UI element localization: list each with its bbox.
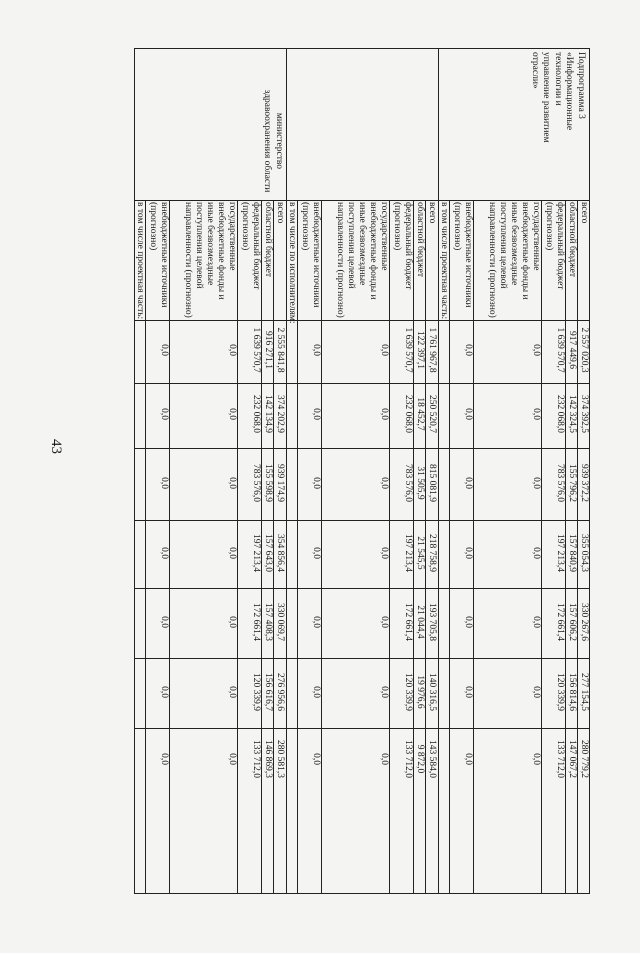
value-cell: 0,0 bbox=[159, 616, 169, 628]
value-cell: 0,0 bbox=[531, 753, 541, 765]
value-cell: 0,0 bbox=[379, 408, 389, 420]
value-cell: 157 840,9 bbox=[567, 534, 577, 572]
value-cell: 157 606,2 bbox=[567, 603, 577, 641]
value-cell: 172 661,4 bbox=[555, 603, 565, 641]
value-cell: 9 872,0 bbox=[415, 744, 425, 774]
row-label: федеральный бюджет (прогнозно) bbox=[392, 202, 413, 290]
value-cell: 330 069,7 bbox=[275, 603, 285, 641]
value-cell: 0,0 bbox=[379, 477, 389, 489]
value-cell: 0,0 bbox=[227, 616, 237, 628]
value-cell: 157 408,3 bbox=[263, 603, 273, 641]
value-cell: 280 581,3 bbox=[275, 740, 285, 778]
value-cell: 0,0 bbox=[531, 547, 541, 559]
value-cell: 0,0 bbox=[463, 753, 473, 765]
budget-table bbox=[0, 48, 590, 953]
value-cell: 0,0 bbox=[311, 344, 321, 356]
value-cell: 18 452,7 bbox=[415, 397, 425, 431]
value-cell: 0,0 bbox=[531, 686, 541, 698]
value-cell: 815 081,9 bbox=[427, 464, 437, 502]
value-cell: 0,0 bbox=[463, 616, 473, 628]
value-cell: 939 174,9 bbox=[275, 464, 285, 502]
value-cell: 0,0 bbox=[311, 547, 321, 559]
value-cell: 142 324,5 bbox=[567, 395, 577, 433]
row-label: федеральный бюджет (прогнозно) bbox=[544, 202, 565, 290]
value-cell: 0,0 bbox=[311, 408, 321, 420]
row-label: областной бюджет bbox=[415, 202, 425, 278]
value-cell: 783 576,0 bbox=[403, 464, 413, 502]
value-cell: 0,0 bbox=[159, 344, 169, 356]
value-cell: 133 712,0 bbox=[555, 740, 565, 778]
value-cell: 0,0 bbox=[227, 547, 237, 559]
column-divider bbox=[134, 658, 590, 659]
value-cell: 0,0 bbox=[531, 616, 541, 628]
value-cell: 0,0 bbox=[311, 616, 321, 628]
value-cell: 0,0 bbox=[463, 477, 473, 489]
value-cell: 0,0 bbox=[379, 686, 389, 698]
value-cell: 0,0 bbox=[227, 408, 237, 420]
value-cell: 133 712,0 bbox=[403, 740, 413, 778]
section-header: в том числе по исполнителям: bbox=[286, 48, 298, 893]
value-cell: 0,0 bbox=[379, 547, 389, 559]
value-cell: 0,0 bbox=[311, 686, 321, 698]
value-cell: 0,0 bbox=[227, 753, 237, 765]
value-cell: 0,0 bbox=[227, 686, 237, 698]
value-cell: 0,0 bbox=[379, 616, 389, 628]
value-cell: 250 520,7 bbox=[427, 395, 437, 433]
row-label: всего bbox=[427, 202, 437, 224]
value-cell: 0,0 bbox=[463, 344, 473, 356]
column-divider bbox=[134, 383, 590, 384]
value-cell: 193 705,8 bbox=[427, 603, 437, 641]
page-number: 43 bbox=[48, 439, 64, 454]
value-cell: 156 616,7 bbox=[263, 673, 273, 711]
value-cell: 917 449,6 bbox=[567, 331, 577, 369]
value-cell: 0,0 bbox=[531, 344, 541, 356]
column-divider bbox=[134, 320, 590, 321]
program-title: Подпрограмма 3 «Информационные технологии и управление развитием отрасли» bbox=[530, 52, 586, 143]
value-cell: 0,0 bbox=[463, 547, 473, 559]
value-cell: 197 213,4 bbox=[403, 534, 413, 572]
column-divider bbox=[134, 48, 590, 49]
value-cell: 172 661,4 bbox=[403, 603, 413, 641]
row-label: государственные внебюджетные фонды и иные безвозмездные поступления целевой направленности (прогнозно) bbox=[487, 202, 541, 318]
value-cell: 120 339,9 bbox=[403, 673, 413, 711]
column-divider bbox=[134, 893, 590, 894]
value-cell: 0,0 bbox=[379, 344, 389, 356]
value-cell: 374 202,9 bbox=[275, 395, 285, 433]
value-cell: 0,0 bbox=[159, 753, 169, 765]
value-cell: 155 598,9 bbox=[263, 464, 273, 502]
value-cell: 280 779,2 bbox=[579, 740, 589, 778]
value-cell: 172 661,4 bbox=[251, 603, 261, 641]
value-cell: 122 397,1 bbox=[415, 331, 425, 369]
row-label: государственные внебюджетные фонды и иные безвозмездные поступления целевой направленности (прогнозно) bbox=[335, 202, 389, 318]
value-cell: 0,0 bbox=[463, 686, 473, 698]
value-cell: 197 213,4 bbox=[555, 534, 565, 572]
value-cell: 0,0 bbox=[379, 753, 389, 765]
column-divider bbox=[134, 728, 590, 729]
column-divider bbox=[134, 520, 590, 521]
row-label: всего bbox=[579, 202, 589, 224]
value-cell: 1 639 570,7 bbox=[403, 327, 413, 373]
column-divider bbox=[134, 448, 590, 449]
value-cell: 157 643,0 bbox=[263, 534, 273, 572]
value-cell: 0,0 bbox=[227, 344, 237, 356]
column-divider bbox=[134, 200, 590, 201]
value-cell: 0,0 bbox=[463, 408, 473, 420]
value-cell: 19 976,6 bbox=[415, 675, 425, 709]
value-cell: 330 267,6 bbox=[579, 603, 589, 641]
value-cell: 133 712,0 bbox=[251, 740, 261, 778]
value-cell: 232 068,0 bbox=[403, 395, 413, 433]
value-cell: 143 584,0 bbox=[427, 740, 437, 778]
value-cell: 0,0 bbox=[531, 477, 541, 489]
value-cell: 155 796,2 bbox=[567, 464, 577, 502]
value-cell: 142 134,9 bbox=[263, 395, 273, 433]
value-cell: 1 639 570,7 bbox=[251, 327, 261, 373]
row-label: областной бюджет bbox=[263, 202, 273, 278]
value-cell: 232 068,0 bbox=[555, 395, 565, 433]
value-cell: 232 068,0 bbox=[251, 395, 261, 433]
value-cell: 939 372,2 bbox=[579, 464, 589, 502]
section-header: в том числе проектная часть: bbox=[438, 48, 450, 893]
value-cell: 0,0 bbox=[227, 477, 237, 489]
value-cell: 0,0 bbox=[159, 547, 169, 559]
row-label: федеральный бюджет (прогнозно) bbox=[240, 202, 261, 290]
value-cell: 21 044,4 bbox=[415, 605, 425, 639]
value-cell: 354 856,4 bbox=[275, 534, 285, 572]
value-cell: 0,0 bbox=[159, 686, 169, 698]
value-cell: 140 316,5 bbox=[427, 673, 437, 711]
value-cell: 916 271,1 bbox=[263, 331, 273, 369]
value-cell: 120 339,9 bbox=[251, 673, 261, 711]
value-cell: 783 576,0 bbox=[251, 464, 261, 502]
value-cell: 147 067,2 bbox=[567, 740, 577, 778]
section-header: в том числе проектная часть: bbox=[134, 48, 146, 893]
value-cell: 21 545,5 bbox=[415, 536, 425, 570]
value-cell: 218 758,9 bbox=[427, 534, 437, 572]
row-label: государственные внебюджетные фонды и иные безвозмездные поступления целевой направленности (прогнозно) bbox=[183, 202, 237, 318]
value-cell: 0,0 bbox=[531, 408, 541, 420]
value-cell: 0,0 bbox=[311, 753, 321, 765]
value-cell: 120 339,9 bbox=[555, 673, 565, 711]
value-cell: 1 761 967,8 bbox=[427, 327, 437, 373]
executor-name: министерство здравоохранения области bbox=[262, 89, 284, 193]
value-cell: 277 154,5 bbox=[579, 673, 589, 711]
value-cell: 0,0 bbox=[159, 408, 169, 420]
value-cell: 1 639 570,7 bbox=[555, 327, 565, 373]
value-cell: 374 392,5 bbox=[579, 395, 589, 433]
value-cell: 197 213,4 bbox=[251, 534, 261, 572]
value-cell: 146 869,3 bbox=[263, 740, 273, 778]
row-label: областной бюджет bbox=[567, 202, 577, 278]
row-label: внебюджетные источники (прогнозно) bbox=[300, 202, 321, 308]
value-cell: 276 956,6 bbox=[275, 673, 285, 711]
row-label: всего bbox=[275, 202, 285, 224]
column-divider bbox=[134, 588, 590, 589]
value-cell: 2 557 020,3 bbox=[579, 327, 589, 373]
row-label: внебюджетные источники (прогнозно) bbox=[452, 202, 473, 308]
value-cell: 355 054,3 bbox=[579, 534, 589, 572]
value-cell: 0,0 bbox=[311, 477, 321, 489]
row-label: внебюджетные источники (прогнозно) bbox=[148, 202, 169, 308]
value-cell: 0,0 bbox=[159, 477, 169, 489]
value-cell: 31 505,9 bbox=[415, 466, 425, 500]
value-cell: 2 555 841,8 bbox=[275, 327, 285, 373]
value-cell: 156 814,6 bbox=[567, 673, 577, 711]
value-cell: 783 576,0 bbox=[555, 464, 565, 502]
